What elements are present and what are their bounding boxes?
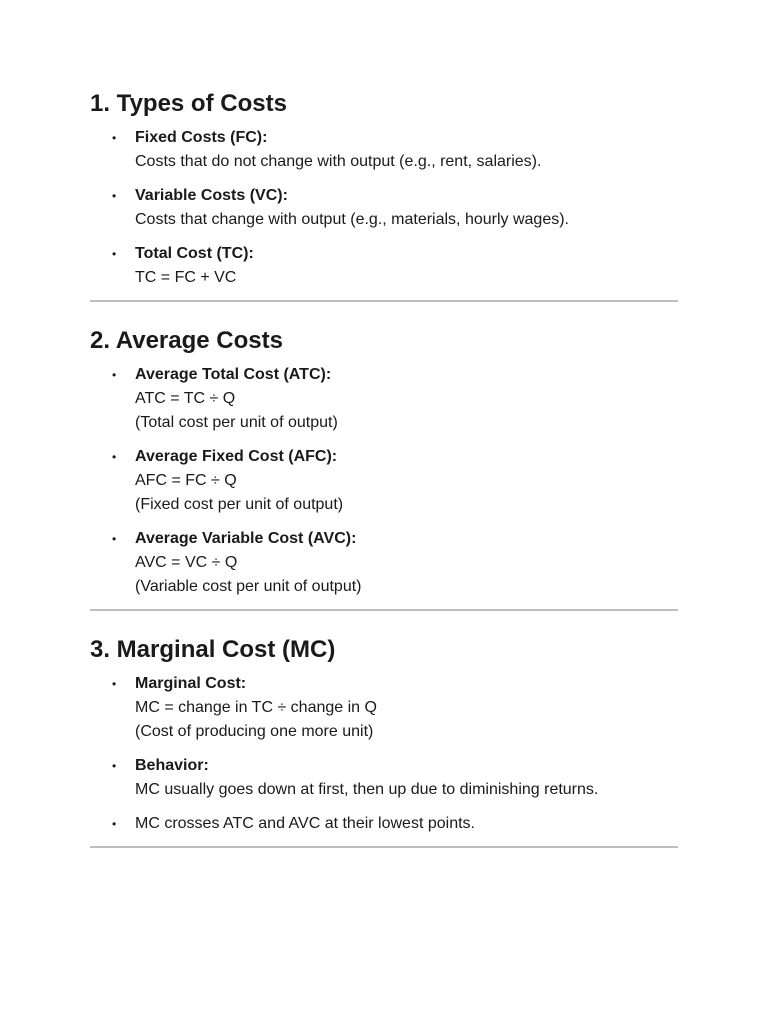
item-label: Average Variable Cost (AVC):: [135, 530, 357, 547]
list-item: [90, 126, 678, 174]
item-label: Behavior:: [135, 757, 209, 774]
bullet-list: [90, 672, 678, 836]
document-content: [90, 92, 678, 848]
section-marginal-cost: [90, 638, 678, 836]
item-label: Average Fixed Cost (AFC):: [135, 448, 338, 465]
item-label: Marginal Cost:: [135, 675, 247, 692]
item-text: MC crosses ATC and AVC at their lowest points.: [135, 815, 475, 832]
section-divider: [90, 609, 678, 611]
item-text: Costs that change with output (e.g., materials, hourly wages).: [135, 211, 569, 228]
list-item: [90, 527, 678, 599]
list-item: [90, 812, 678, 836]
item-note: (Variable cost per unit of output): [135, 578, 362, 595]
bullet-list: [90, 126, 678, 290]
section-divider: [90, 846, 678, 848]
section-title: 1. Types of Costs: [90, 90, 287, 117]
list-item: [90, 184, 678, 232]
item-formula: AFC = FC ÷ Q: [135, 472, 237, 489]
item-formula: ATC = TC ÷ Q: [135, 390, 236, 407]
bullet-icon: •: [112, 817, 117, 831]
item-text: MC usually goes down at first, then up due to diminishing returns.: [135, 781, 599, 798]
section-title: 2. Average Costs: [90, 327, 283, 354]
bullet-icon: •: [112, 247, 117, 261]
list-item: [90, 672, 678, 744]
item-formula: AVC = VC ÷ Q: [135, 554, 238, 571]
section-types-of-costs: [90, 92, 678, 290]
item-formula: TC = FC + VC: [135, 269, 237, 286]
section-title: 3. Marginal Cost (MC): [90, 636, 336, 663]
item-note: (Fixed cost per unit of output): [135, 496, 344, 513]
item-label: Average Total Cost (ATC):: [135, 366, 332, 383]
section-average-costs: [90, 329, 678, 599]
bullet-icon: •: [112, 450, 117, 464]
bullet-icon: •: [112, 368, 117, 382]
bullet-icon: •: [112, 189, 117, 203]
list-item: [90, 445, 678, 517]
list-item: [90, 363, 678, 435]
bullet-icon: •: [112, 532, 117, 546]
bullet-list: [90, 363, 678, 599]
item-note: (Cost of producing one more unit): [135, 723, 374, 740]
item-label: Variable Costs (VC):: [135, 187, 288, 204]
bullet-icon: •: [112, 131, 117, 145]
bullet-icon: •: [112, 677, 117, 691]
section-divider: [90, 300, 678, 302]
list-item: [90, 242, 678, 290]
item-note: (Total cost per unit of output): [135, 414, 338, 431]
item-formula: MC = change in TC ÷ change in Q: [135, 699, 377, 716]
item-label: Fixed Costs (FC):: [135, 129, 268, 146]
item-text: Costs that do not change with output (e.g., rent, salaries).: [135, 153, 542, 170]
item-label: Total Cost (TC):: [135, 245, 254, 262]
bullet-icon: •: [112, 759, 117, 773]
list-item: [90, 754, 678, 802]
